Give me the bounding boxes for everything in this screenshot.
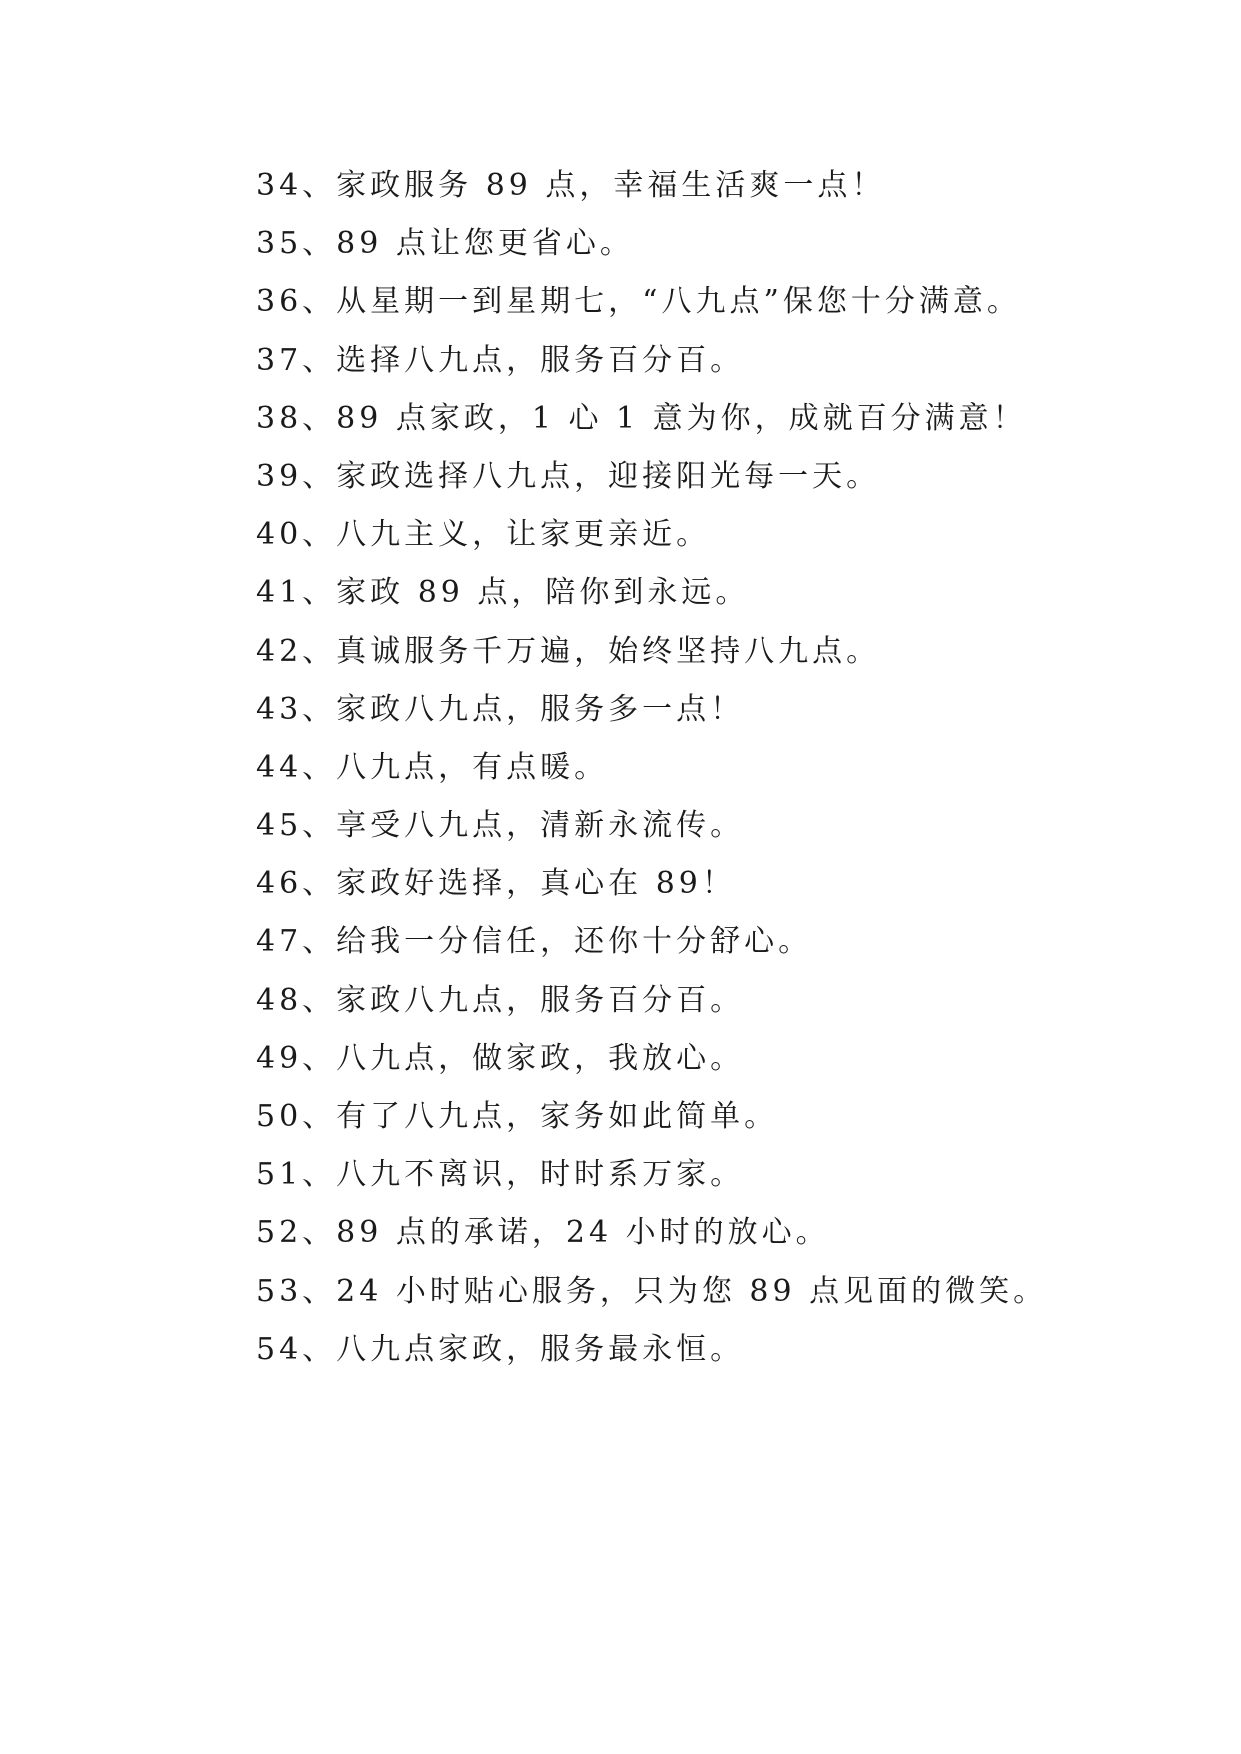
slogan-line: 41、家政 89 点，陪你到永远。 [256, 575, 750, 611]
slogan-line: 51、八九不离识，时时系万家。 [256, 1157, 745, 1193]
slogan-line: 36、从星期一到星期七，“八九点”保您十分满意。 [256, 284, 1021, 320]
slogan-line: 53、24 小时贴心服务，只为您 89 点见面的微笑。 [256, 1273, 1048, 1309]
slogan-line: 43、家政八九点，服务多一点！ [256, 691, 745, 727]
slogan-list [256, 160, 1047, 1382]
slogan-line: 38、89 点家政，1 心 1 意为你，成就百分满意！ [256, 400, 1027, 436]
slogan-line: 34、家政服务 89 点，幸福生活爽一点！ [256, 168, 886, 203]
slogan-line: 49、八九点，做家政，我放心。 [256, 1040, 745, 1076]
slogan-line: 52、89 点的承诺，24 小时的放心。 [256, 1215, 830, 1251]
slogan-line: 37、选择八九点，服务百分百。 [256, 342, 745, 378]
slogan-line: 48、家政八九点，服务百分百。 [256, 982, 745, 1018]
slogan-line: 39、家政选择八九点，迎接阳光每一天。 [256, 458, 881, 494]
slogan-line: 47、给我一分信任，还你十分舒心。 [256, 924, 813, 960]
slogan-line: 50、有了八九点，家务如此简单。 [256, 1099, 779, 1134]
slogan-line: 40、八九主义，让家更亲近。 [256, 517, 711, 553]
slogan-line: 46、家政好选择，真心在 89！ [256, 866, 736, 902]
slogan-line: 45、享受八九点，清新永流传。 [256, 808, 745, 844]
slogan-line: 42、真诚服务千万遍，始终坚持八九点。 [256, 633, 881, 669]
slogan-line: 54、八九点家政，服务最永恒。 [256, 1331, 745, 1367]
slogan-line: 44、八九点，有点暖。 [256, 749, 609, 785]
slogan-line: 35、89 点让您更省心。 [256, 226, 634, 262]
